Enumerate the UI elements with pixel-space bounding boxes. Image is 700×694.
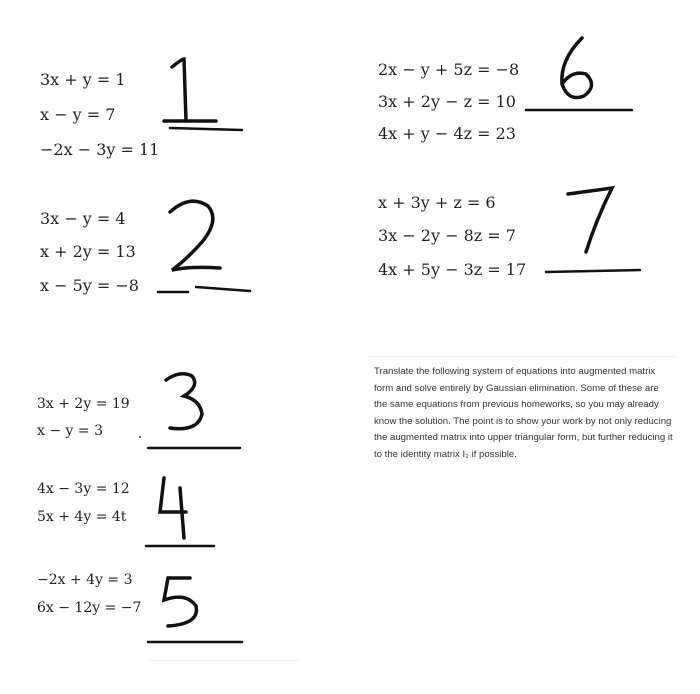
handwritten-number-3 — [140, 366, 250, 456]
problem-5-eq-2: 6x − 12y = −7 — [37, 600, 142, 616]
problem-7-eq-3: 4x + 5y − 3z = 17 — [378, 260, 527, 279]
problem-2-eq-1: 3x − y = 4 — [40, 209, 126, 228]
problem-3-eq-1: 3x + 2y = 19 — [37, 396, 130, 412]
problem-2-eq-3: x − 5y = −8 — [40, 276, 139, 295]
problem-7-eq-2: 3x − 2y − 8z = 7 — [378, 226, 516, 245]
handwritten-number-2 — [150, 192, 260, 302]
stray-dot — [139, 436, 141, 438]
problem-6-eq-3: 4x + y − 4z = 23 — [378, 124, 516, 143]
problem-4-eq-2: 5x + 4y = 4t — [37, 509, 127, 525]
problem-6-eq-1: 2x − y + 5z = −8 — [378, 60, 520, 79]
problem-3-eq-2: x − y = 3 — [37, 423, 103, 439]
problem-6-eq-2: 3x + 2y − z = 10 — [378, 92, 516, 111]
faint-divider — [150, 660, 300, 661]
handwritten-number-6 — [520, 30, 650, 120]
instructions-text: Translate the following system of equations into augmented matrix form and solve entirely by Gaussian elimination. Some of these are the same equations from previous homeworks, so you may already know the solution. The point is to show your work by not only reducing the augmented matrix into upper triangular form, but further reducing it to the identity matrix I₂ if possible. — [374, 366, 673, 460]
problem-7-eq-1: x + 3y + z = 6 — [378, 193, 496, 212]
problem-5-eq-1: −2x + 4y = 3 — [37, 572, 133, 588]
handwritten-number-5 — [140, 566, 250, 650]
problem-2-eq-2: x + 2y = 13 — [40, 242, 136, 261]
handwritten-number-7 — [540, 180, 650, 280]
handwritten-number-4 — [140, 470, 230, 550]
problem-1-eq-2: x − y = 7 — [40, 105, 116, 124]
handwritten-number-1 — [150, 55, 250, 135]
faint-divider — [368, 356, 678, 357]
problem-1-eq-3: −2x − 3y = 11 — [40, 140, 160, 159]
problem-4-eq-1: 4x − 3y = 12 — [37, 481, 130, 497]
problem-1-eq-1: 3x + y = 1 — [40, 70, 126, 89]
